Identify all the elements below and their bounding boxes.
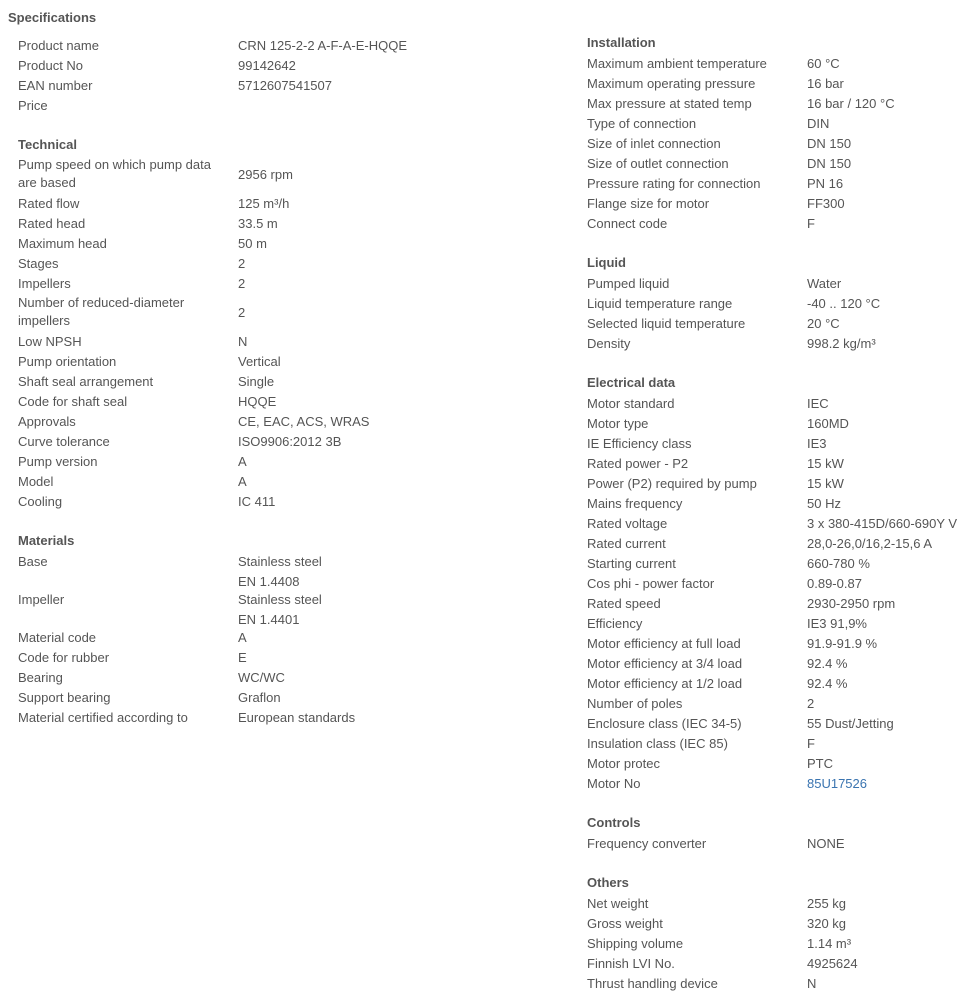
- spec-value-line: 320 kg: [807, 916, 847, 931]
- spec-label: Motor protec: [587, 756, 660, 771]
- spec-value-line: 60 °C: [807, 56, 840, 71]
- spec-label: Curve tolerance: [18, 434, 110, 449]
- spec-row-pump-speed-on-which-pump-data-are-based: [18, 156, 458, 194]
- spec-row-rated-head: [18, 214, 458, 234]
- spec-value: [238, 255, 245, 273]
- spec-label: Liquid temperature range: [587, 296, 733, 311]
- spec-value: [807, 455, 844, 473]
- spec-value: [238, 195, 289, 213]
- spec-value: [807, 275, 841, 293]
- spec-value: [238, 709, 355, 727]
- spec-row-rated-flow: [18, 194, 458, 214]
- spec-label: Number of poles: [587, 696, 683, 711]
- spec-label: Rated speed: [587, 596, 661, 611]
- spec-value-line: 2: [238, 305, 246, 320]
- spec-label: IE Efficiency class: [587, 436, 692, 451]
- spec-row-base: [18, 552, 458, 590]
- spec-row-type-of-connection: [587, 114, 962, 134]
- spec-row-code-for-rubber: [18, 648, 458, 668]
- spec-row-support-bearing: [18, 688, 458, 708]
- spec-value: [238, 591, 322, 629]
- spec-label: Motor efficiency at full load: [587, 636, 741, 651]
- spec-value-line: 125 m³/h: [238, 196, 290, 211]
- spec-row-number-of-poles: [587, 694, 962, 714]
- spec-label: Frequency converter: [587, 836, 707, 851]
- spec-label: Rated current: [587, 536, 666, 551]
- spec-row-low-npsh: [18, 332, 458, 352]
- spec-label: Code for rubber: [18, 650, 110, 665]
- spec-value-line: DN 150: [807, 136, 852, 151]
- section-title-liquid: Liquid: [587, 255, 626, 270]
- spec-label: Pressure rating for connection: [587, 176, 761, 191]
- spec-label: Insulation class (IEC 85): [587, 736, 728, 751]
- spec-label: Number of reduced-diameter impellers: [18, 295, 185, 328]
- spec-value: [807, 215, 815, 233]
- spec-row-number-of-reduced-diameter-impellers: [18, 294, 458, 332]
- spec-row-density: [587, 334, 962, 354]
- spec-value: [807, 555, 870, 573]
- spec-row-motor-no: [587, 774, 962, 794]
- spec-value: [807, 295, 880, 313]
- spec-value-line: IE3 91,9%: [807, 616, 867, 631]
- spec-value-line: 33.5 m: [238, 216, 278, 231]
- spec-value: [238, 215, 278, 233]
- spec-label: Rated head: [18, 216, 86, 231]
- spec-value-line: Graflon: [238, 690, 281, 705]
- spec-row-motor-protec: [587, 754, 962, 774]
- spec-row-cooling: [18, 492, 458, 512]
- section-title-materials: Materials: [18, 533, 75, 548]
- spec-row-size-of-outlet-connection: [587, 154, 962, 174]
- spec-value: [807, 895, 846, 913]
- spec-value-line: 50 Hz: [807, 496, 841, 511]
- spec-row-selected-liquid-temperature: [587, 314, 962, 334]
- spec-value: [807, 195, 845, 213]
- spec-value: [807, 735, 815, 753]
- spec-row-motor-type: [587, 414, 962, 434]
- spec-label: Enclosure class (IEC 34-5): [587, 716, 742, 731]
- spec-label: Shaft seal arrangement: [18, 374, 154, 389]
- spec-value: [238, 629, 247, 647]
- spec-value-line: 0.89-0.87: [807, 576, 862, 591]
- spec-value: [807, 695, 814, 713]
- spec-value-line: 16 bar / 120 °C: [807, 96, 895, 111]
- spec-value: [238, 166, 293, 184]
- spec-value-line: 2: [238, 256, 246, 271]
- spec-value-line: NONE: [807, 836, 845, 851]
- spec-row-power-p2-required-by-pump: [587, 474, 962, 494]
- spec-label: Efficiency: [587, 616, 643, 631]
- spec-label: Size of outlet connection: [587, 156, 729, 171]
- spec-value: [807, 335, 876, 353]
- spec-value-line: 91.9-91.9 %: [807, 636, 878, 651]
- spec-value-line: IE3: [807, 436, 827, 451]
- spec-label: Motor efficiency at 3/4 load: [587, 656, 743, 671]
- spec-row-impellers: [18, 274, 458, 294]
- spec-row-gross-weight: [587, 914, 962, 934]
- spec-row-net-weight: [587, 894, 962, 914]
- spec-value: [807, 175, 843, 193]
- spec-value-line: 3 x 380-415D/660-690Y V: [807, 516, 958, 531]
- spec-value-line: 255 kg: [807, 896, 847, 911]
- spec-label: Motor type: [587, 416, 649, 431]
- spec-value: [807, 575, 862, 593]
- spec-value-line: 160MD: [807, 416, 849, 431]
- section-title-electrical-data: Electrical data: [587, 375, 676, 390]
- spec-row-material-code: [18, 628, 458, 648]
- spec-value-line: 998.2 kg/m³: [807, 336, 876, 351]
- spec-value-line: FF300: [807, 196, 845, 211]
- spec-value: [807, 715, 894, 733]
- spec-value-line: ISO9906:2012 3B: [238, 434, 342, 449]
- spec-row-flange-size-for-motor: [587, 194, 962, 214]
- spec-value-line: 5712607541507: [238, 78, 332, 93]
- spec-value-line: Single: [238, 374, 275, 389]
- spec-value-line: 2956 rpm: [238, 167, 293, 182]
- spec-row-rated-power-p2: [587, 454, 962, 474]
- spec-label: Max pressure at stated temp: [587, 96, 752, 111]
- spec-row-rated-current: [587, 534, 962, 554]
- spec-label: Model: [18, 474, 54, 489]
- spec-value: [807, 975, 816, 993]
- spec-row-product-name: [18, 36, 458, 56]
- spec-value-line: Vertical: [238, 354, 281, 369]
- spec-value: [807, 515, 957, 533]
- spec-label: Net weight: [587, 896, 649, 911]
- spec-label: Bearing: [18, 670, 63, 685]
- spec-value-link[interactable]: [807, 775, 867, 793]
- spec-row-motor-efficiency-at-3-4-load: [587, 654, 962, 674]
- spec-row-starting-current: [587, 554, 962, 574]
- spec-label: Selected liquid temperature: [587, 316, 746, 331]
- spec-value-line: Stainless steel: [238, 592, 322, 607]
- spec-value-line: EN 1.4401: [238, 612, 300, 627]
- spec-row-mains-frequency: [587, 494, 962, 514]
- spec-row-pumped-liquid: [587, 274, 962, 294]
- spec-value: [238, 493, 275, 511]
- spec-value: [807, 655, 847, 673]
- spec-row-material-certified-according-to: [18, 708, 458, 728]
- spec-label: Impellers: [18, 276, 71, 291]
- spec-value-line: 92.4 %: [807, 676, 848, 691]
- spec-row-frequency-converter: [587, 834, 962, 854]
- spec-value: [238, 304, 245, 322]
- spec-row-pump-orientation: [18, 352, 458, 372]
- spec-value-line: 99142642: [238, 58, 296, 73]
- spec-row-impeller: [18, 590, 458, 628]
- spec-row-size-of-inlet-connection: [587, 134, 962, 154]
- spec-label: Flange size for motor: [587, 196, 710, 211]
- spec-value-line: 20 °C: [807, 316, 840, 331]
- spec-row-product-no: [18, 56, 458, 76]
- spec-row-pump-version: [18, 452, 458, 472]
- spec-label: Impeller: [18, 592, 65, 607]
- spec-value-line: A: [238, 454, 247, 469]
- spec-value: [238, 235, 267, 253]
- spec-label: Cos phi - power factor: [587, 576, 715, 591]
- spec-label: Pump speed on which pump data are based: [18, 157, 211, 190]
- spec-row-insulation-class-iec-85: [587, 734, 962, 754]
- spec-label: Finnish LVI No.: [587, 956, 675, 971]
- spec-row-shipping-volume: [587, 934, 962, 954]
- spec-value-line: IEC: [807, 396, 829, 411]
- spec-label: Mains frequency: [587, 496, 683, 511]
- spec-value-line: CE, EAC, ACS, WRAS: [238, 414, 370, 429]
- spec-label: Material code: [18, 630, 97, 645]
- spec-row-efficiency: [587, 614, 962, 634]
- spec-label: Base: [18, 554, 48, 569]
- spec-value: [807, 155, 851, 173]
- spec-value: [807, 755, 833, 773]
- spec-value-line: IC 411: [238, 494, 276, 509]
- spec-value-line: 2: [238, 276, 246, 291]
- spec-value-line: F: [807, 216, 815, 231]
- spec-value: [238, 393, 276, 411]
- spec-value-line: A: [238, 630, 247, 645]
- spec-row-cos-phi-power-factor: [587, 574, 962, 594]
- spec-value: [238, 553, 322, 591]
- spec-value-line: 50 m: [238, 236, 267, 251]
- spec-row-ean-number: [18, 76, 458, 96]
- spec-label: Material certified according to: [18, 710, 188, 725]
- spec-label: Pumped liquid: [587, 276, 670, 291]
- spec-row-shaft-seal-arrangement: [18, 372, 458, 392]
- spec-value: [238, 669, 285, 687]
- spec-value-line: European standards: [238, 710, 356, 725]
- spec-value-line: Water: [807, 276, 842, 291]
- spec-label: Rated flow: [18, 196, 80, 211]
- spec-label: Rated power - P2: [587, 456, 689, 471]
- spec-row-model: [18, 472, 458, 492]
- spec-label: Pump version: [18, 454, 98, 469]
- page-title: Specifications: [8, 10, 97, 25]
- spec-row-enclosure-class-iec-34-5: [587, 714, 962, 734]
- section-title-controls: Controls: [587, 815, 641, 830]
- spec-value: [807, 55, 840, 73]
- spec-row-connect-code: [587, 214, 962, 234]
- spec-value: [238, 689, 281, 707]
- spec-label: Thrust handling device: [587, 976, 718, 991]
- spec-row-thrust-handling-device: [587, 974, 962, 994]
- spec-label: Motor standard: [587, 396, 675, 411]
- spec-value: [238, 333, 247, 351]
- spec-label: Approvals: [18, 414, 76, 429]
- spec-label: Starting current: [587, 556, 676, 571]
- spec-row-max-pressure-at-stated-temp: [587, 94, 962, 114]
- spec-value-line: EN 1.4408: [238, 574, 300, 589]
- spec-row-stages: [18, 254, 458, 274]
- spec-label: Power (P2) required by pump: [587, 476, 757, 491]
- spec-value-line: N: [238, 334, 248, 349]
- spec-value-line: Stainless steel: [238, 554, 322, 569]
- spec-label: Motor efficiency at 1/2 load: [587, 676, 743, 691]
- spec-row-curve-tolerance: [18, 432, 458, 452]
- spec-value-line: F: [807, 736, 815, 751]
- spec-row-bearing: [18, 668, 458, 688]
- spec-value: [807, 615, 867, 633]
- spec-value: [238, 37, 407, 55]
- spec-value-line[interactable]: 85U17526: [807, 776, 867, 791]
- spec-row-motor-standard: [587, 394, 962, 414]
- spec-value-line: 55 Dust/Jetting: [807, 716, 894, 731]
- spec-label: Maximum head: [18, 236, 107, 251]
- spec-value: [807, 675, 847, 693]
- spec-value-line: E: [238, 650, 247, 665]
- spec-row-price: [18, 96, 458, 116]
- spec-row-maximum-head: [18, 234, 458, 254]
- spec-label: Support bearing: [18, 690, 111, 705]
- spec-value-line: 15 kW: [807, 456, 844, 471]
- spec-value-line: 1.14 m³: [807, 936, 852, 951]
- spec-value: [807, 535, 932, 553]
- section-title-technical: Technical: [18, 137, 78, 152]
- spec-label: Code for shaft seal: [18, 394, 128, 409]
- spec-value-line: -40 .. 120 °C: [807, 296, 881, 311]
- spec-label: Stages: [18, 256, 59, 271]
- spec-value: [807, 495, 841, 513]
- spec-value-line: A: [238, 474, 247, 489]
- section-title-installation: Installation: [587, 35, 656, 50]
- spec-label: Motor No: [587, 776, 641, 791]
- spec-value-line: 2930-2950 rpm: [807, 596, 896, 611]
- spec-label: Pump orientation: [18, 354, 117, 369]
- spec-value: [238, 275, 245, 293]
- spec-label: Rated voltage: [587, 516, 668, 531]
- spec-value: [807, 635, 877, 653]
- spec-value: [807, 475, 844, 493]
- spec-value-line: 16 bar: [807, 76, 844, 91]
- spec-value-line: 660-780 %: [807, 556, 870, 571]
- spec-row-approvals: [18, 412, 458, 432]
- spec-label: Low NPSH: [18, 334, 82, 349]
- spec-value-line: HQQE: [238, 394, 277, 409]
- spec-row-rated-speed: [587, 594, 962, 614]
- spec-row-rated-voltage: [587, 514, 962, 534]
- spec-value-line: DN 150: [807, 156, 852, 171]
- spec-value: [807, 835, 845, 853]
- spec-value: [807, 415, 849, 433]
- spec-row-maximum-operating-pressure: [587, 74, 962, 94]
- spec-label: Gross weight: [587, 916, 663, 931]
- spec-value: [807, 75, 844, 93]
- spec-label: EAN number: [18, 78, 93, 93]
- spec-label: Type of connection: [587, 116, 697, 131]
- spec-value-line: DIN: [807, 116, 830, 131]
- spec-value: [238, 413, 369, 431]
- spec-value: [238, 433, 341, 451]
- section-title-others: Others: [587, 875, 629, 890]
- spec-row-motor-efficiency-at-1-2-load: [587, 674, 962, 694]
- spec-value: [807, 395, 829, 413]
- spec-value: [238, 649, 247, 667]
- spec-value-line: 4925624: [807, 956, 858, 971]
- spec-value: [807, 915, 846, 933]
- spec-label: Product name: [18, 38, 99, 53]
- spec-value: [807, 115, 829, 133]
- spec-value: [807, 595, 895, 613]
- spec-row-maximum-ambient-temperature: [587, 54, 962, 74]
- spec-value-line: N: [807, 976, 817, 991]
- spec-value: [807, 955, 858, 973]
- spec-value: [807, 935, 851, 953]
- spec-value: [238, 373, 274, 391]
- spec-label: Connect code: [587, 216, 668, 231]
- spec-value-line: 15 kW: [807, 476, 844, 491]
- spec-row-finnish-lvi-no: [587, 954, 962, 974]
- spec-value: [238, 453, 247, 471]
- spec-value: [807, 315, 840, 333]
- spec-label: Maximum operating pressure: [587, 76, 756, 91]
- spec-value-line: 2: [807, 696, 815, 711]
- spec-value-line: PTC: [807, 756, 833, 771]
- spec-row-ie-efficiency-class: [587, 434, 962, 454]
- spec-value: [238, 353, 281, 371]
- spec-value: [807, 135, 851, 153]
- spec-label: Maximum ambient temperature: [587, 56, 767, 71]
- spec-label: Price: [18, 98, 48, 113]
- spec-value-line: 28,0-26,0/16,2-15,6 A: [807, 536, 933, 551]
- spec-value: [807, 435, 827, 453]
- spec-value-line: 92.4 %: [807, 656, 848, 671]
- spec-value-line: WC/WC: [238, 670, 285, 685]
- spec-row-liquid-temperature-range: [587, 294, 962, 314]
- spec-row-code-for-shaft-seal: [18, 392, 458, 412]
- spec-value: [238, 473, 247, 491]
- spec-label: Density: [587, 336, 631, 351]
- spec-label: Size of inlet connection: [587, 136, 721, 151]
- spec-label: Shipping volume: [587, 936, 684, 951]
- spec-value-line: CRN 125-2-2 A-F-A-E-HQQE: [238, 38, 408, 53]
- spec-value: [807, 95, 895, 113]
- spec-label: Cooling: [18, 494, 63, 509]
- spec-row-motor-efficiency-at-full-load: [587, 634, 962, 654]
- spec-label: Product No: [18, 58, 84, 73]
- spec-value: [238, 77, 332, 95]
- spec-value: [238, 57, 296, 75]
- spec-value-line: PN 16: [807, 176, 844, 191]
- spec-row-pressure-rating-for-connection: [587, 174, 962, 194]
